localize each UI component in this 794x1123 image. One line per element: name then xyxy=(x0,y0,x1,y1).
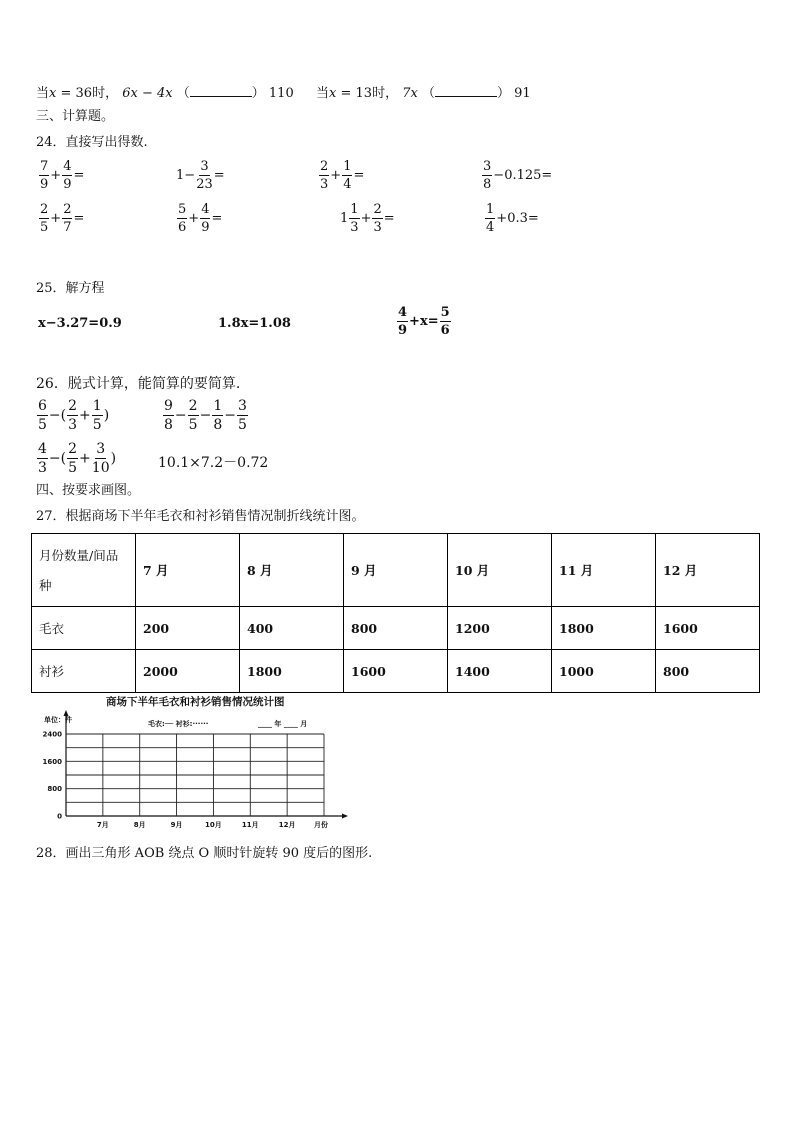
q24-item-3: $\frac{2}{3}$ + $\frac{1}{4}$ = xyxy=(320,159,365,192)
answer-blank[interactable] xyxy=(190,84,252,97)
sales-table xyxy=(31,533,760,693)
q26-expr-2: $\frac{9}{8}$ − $\frac{2}{5}$ − $\frac{1}{8}$ − $\frac{3}{5}$ xyxy=(164,398,247,433)
chart-date-fill: ____ 年 ____ 月 xyxy=(258,720,308,728)
y-tick-label: 1600 xyxy=(42,757,62,766)
q26-expr-1: $\frac{6}{5}$ −( $\frac{2}{3}$ + $\frac{1}{5}$ ) xyxy=(38,398,110,433)
table-month-header: 9 月 xyxy=(344,534,448,607)
q25-equation-1: x−3.27=0.9 xyxy=(38,316,122,331)
q26-expr-3: $\frac{4}{3}$ −( $\frac{2}{5}$ + $\frac{3}{10}$ ) xyxy=(38,441,117,476)
x-tick-label: 9月 xyxy=(170,821,183,829)
q24-item-4: $\frac{3}{8}$ −0.125= xyxy=(483,159,553,192)
q24-item-2: 1− $\frac{3}{23}$ = xyxy=(176,159,225,192)
table-cell: 1600 xyxy=(656,607,760,650)
y-axis-arrow xyxy=(64,710,69,716)
x-tick-label: 10月 xyxy=(205,821,222,829)
q23-right: 当x = 13时， 7x （ ） 91 xyxy=(316,86,531,101)
x-tick-label: 12月 xyxy=(278,821,296,829)
q24-item-7: 1 $\frac{1}{3}$ + $\frac{2}{3}$ = xyxy=(340,202,395,235)
table-month-header: 12 月 xyxy=(656,534,760,607)
q27-title: 27．根据商场下半年毛衣和衬衫销售情况制折线统计图。 xyxy=(36,509,365,524)
table-cell: 1400 xyxy=(448,650,552,693)
table-cell: 400 xyxy=(240,607,344,650)
table-cell: 200 xyxy=(136,607,240,650)
q25-equation-2: 1.8x=1.08 xyxy=(218,316,291,331)
table-month-header: 8 月 xyxy=(240,534,344,607)
x-axis-arrow xyxy=(342,814,348,819)
table-cell: 1800 xyxy=(240,650,344,693)
table-cell: 1000 xyxy=(552,650,656,693)
table-row-label: 毛衣 xyxy=(32,607,136,650)
q26-title: 26．脱式计算，能简算的要简算. xyxy=(36,376,241,392)
table-month-header: 7 月 xyxy=(136,534,240,607)
table-month-header: 11 月 xyxy=(552,534,656,607)
table-cell: 1800 xyxy=(552,607,656,650)
q24-item-5: $\frac{2}{5}$ + $\frac{2}{7}$ = xyxy=(40,202,85,235)
x-tick-label: 8月 xyxy=(133,821,146,829)
section-4-heading: 四、按要求画图。 xyxy=(36,483,141,498)
y-tick-label: 0 xyxy=(57,812,62,821)
table-cell: 800 xyxy=(656,650,760,693)
q24-title: 24．直接写出得数. xyxy=(36,135,148,150)
q23-left: 当x = 36时， 6x − 4x （ ） 110 xyxy=(36,86,294,101)
chart-title: 商场下半年毛衣和衬衫销售情况统计图 xyxy=(106,696,285,708)
table-month-header: 10 月 xyxy=(448,534,552,607)
x-tick-label: 月份 xyxy=(314,821,328,829)
q26-expr-4: 10.1×7.2－0.72 xyxy=(158,455,269,471)
q25-equation-3: $\frac{4}{9}$ +x= $\frac{5}{6}$ xyxy=(398,305,450,338)
section-3-heading: 三、计算题。 xyxy=(36,109,115,124)
x-tick-label: 7月 xyxy=(96,821,109,829)
blank-line-chart xyxy=(30,708,360,834)
q24-item-6: $\frac{5}{6}$ + $\frac{4}{9}$ = xyxy=(178,202,223,235)
table-row xyxy=(32,650,760,693)
chart-unit-label: 单位：件 xyxy=(44,716,72,724)
q25-title: 25．解方程 xyxy=(36,281,105,296)
table-cell: 2000 xyxy=(136,650,240,693)
answer-blank[interactable] xyxy=(435,84,497,97)
table-cell: 800 xyxy=(344,607,448,650)
table-row-label: 衬衫 xyxy=(32,650,136,693)
table-cell: 1200 xyxy=(448,607,552,650)
q28-title: 28．画出三角形 AOB 绕点 O 顺时针旋转 90 度后的图形. xyxy=(36,846,373,861)
q24-item-1: $\frac{7}{9}$ + $\frac{4}{9}$ = xyxy=(40,159,85,192)
table-cell: 1600 xyxy=(344,650,448,693)
chart-legend: 毛衣:── 衬衫:······ xyxy=(148,720,209,728)
y-tick-label: 800 xyxy=(47,785,62,794)
y-tick-label: 2400 xyxy=(42,730,62,739)
table-row xyxy=(32,607,760,650)
table-corner-header: 月份数量/间品 种 xyxy=(32,534,136,607)
x-tick-label: 11月 xyxy=(241,821,259,829)
q24-item-8: $\frac{1}{4}$ +0.3= xyxy=(486,202,539,235)
